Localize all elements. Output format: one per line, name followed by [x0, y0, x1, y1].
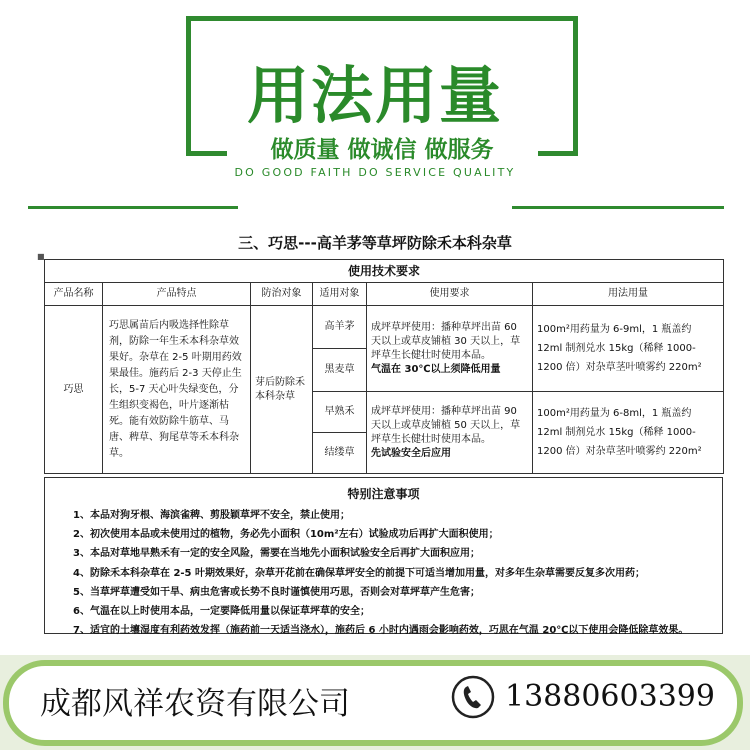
table-row: [45, 306, 724, 349]
notes-box: [44, 477, 723, 637]
spec-table: [44, 259, 724, 474]
note-item: 3、本品对草地早熟禾有一定的安全风险，需要在当地先小面积试验安全后再扩大面积应用；: [73, 548, 480, 560]
note-item: 7、适宜的土壤湿度有利药效发挥（施药前一天适当浇水），施药后 6 小时内遇雨会影响药效，巧思在气温 20℃以下使用会降低除草效果。: [73, 625, 689, 637]
column-header: 防治对象: [251, 283, 313, 306]
requirement-bold-text: 先试验安全后应用: [371, 447, 451, 459]
company-name: 成都风祥农资有限公司: [40, 686, 350, 722]
column-header: 产品特点: [103, 283, 251, 306]
crop-cell: 黑麦草: [313, 349, 367, 392]
note-item: 1、本品对狗牙根、海滨雀稗、剪股颖草坪不安全，禁止使用；: [73, 510, 350, 521]
slogan: 做质量 做诚信 做服务: [270, 137, 494, 163]
crop-cell: 结缕草: [313, 433, 367, 474]
notes-title: 特别注意事项: [347, 487, 420, 501]
table-title: 使用技术要求: [45, 260, 724, 283]
requirement-text: 成坪草坪使用：播种草坪出苗 90 天以上或草皮铺植 50 天以上，草坪草生长健壮时使用本品。: [371, 405, 521, 445]
control-target: 芽后防除禾本科杂草: [251, 306, 313, 474]
divider-left: [28, 206, 238, 209]
dosage-cell: 100m²用药量为 6-8ml，1 瓶盖约 12ml 制剂兑水 15kg（稀释 1000-1200 倍）对杂草茎叶喷雾约 220m²: [533, 392, 724, 474]
paragraph-mark-icon: ■: [37, 252, 45, 261]
requirement-cell: [367, 392, 533, 474]
document-title: 三、巧思---高羊茅等草坪防除禾本科杂草: [238, 234, 512, 252]
note-item: 6、气温在以上时使用本品，一定要降低用量以保证草坪草的安全；: [73, 606, 370, 618]
requirement-cell: [367, 306, 533, 392]
note-item: 2、初次使用本品或未使用过的植物，务必先小面积（10m²左右）试验成功后再扩大面积使用；: [73, 529, 499, 541]
header-frame-bottom-right: [538, 151, 578, 156]
requirement-bold-text: 气温在 30℃以上须降低用量: [371, 363, 501, 375]
note-item: 4、防除禾本科杂草在 2-5 叶期效果好，杂草开花前在确保草坪安全的前提下可适当增加用量，对多年生杂草需要反复多次用药；: [73, 567, 645, 579]
column-header: 使用要求: [367, 283, 533, 306]
table-header-row: [45, 283, 724, 306]
product-name: 巧思: [45, 306, 103, 474]
column-header: 适用对象: [313, 283, 367, 306]
phone-icon: [451, 675, 495, 719]
column-header: 产品名称: [45, 283, 103, 306]
crop-cell: 早熟禾: [313, 392, 367, 433]
phone-number[interactable]: 13880603399: [505, 679, 715, 714]
divider-right: [512, 206, 724, 209]
product-features: 巧思属苗后内吸选择性除草剂，防除一年生禾本科杂草效果好。杂草在 2-5 叶期用药效果最佳。施药后 2-3 天停止生长，5-7 天心叶失绿变色，分生组织变褐色，叶片逐渐枯死。能有效防除牛筋草、马唐、稗草、狗尾草等禾本科杂草。: [103, 306, 251, 474]
header-frame-bottom-left: [186, 151, 227, 156]
column-header: 用法用量: [533, 283, 724, 306]
page-title: 用法用量: [246, 59, 503, 132]
slogan-english: DO GOOD FAITH DO SERVICE QUALITY: [234, 166, 516, 179]
dosage-cell: 100m²用药量为 6-9ml，1 瓶盖约 12ml 制剂兑水 15kg（稀释 1000-1200 倍）对杂草茎叶喷雾约 220m²: [533, 306, 724, 392]
note-item: 5、当草坪草遭受如干旱、病虫危害或长势不良时谨慎使用巧思，否则会对草坪草产生危害；: [73, 586, 480, 598]
crop-cell: 高羊茅: [313, 306, 367, 349]
requirement-text: 成坪草坪使用：播种草坪出苗 60 天以上或草皮铺植 30 天以上，草坪草生长健壮时使用本品。: [371, 321, 521, 361]
